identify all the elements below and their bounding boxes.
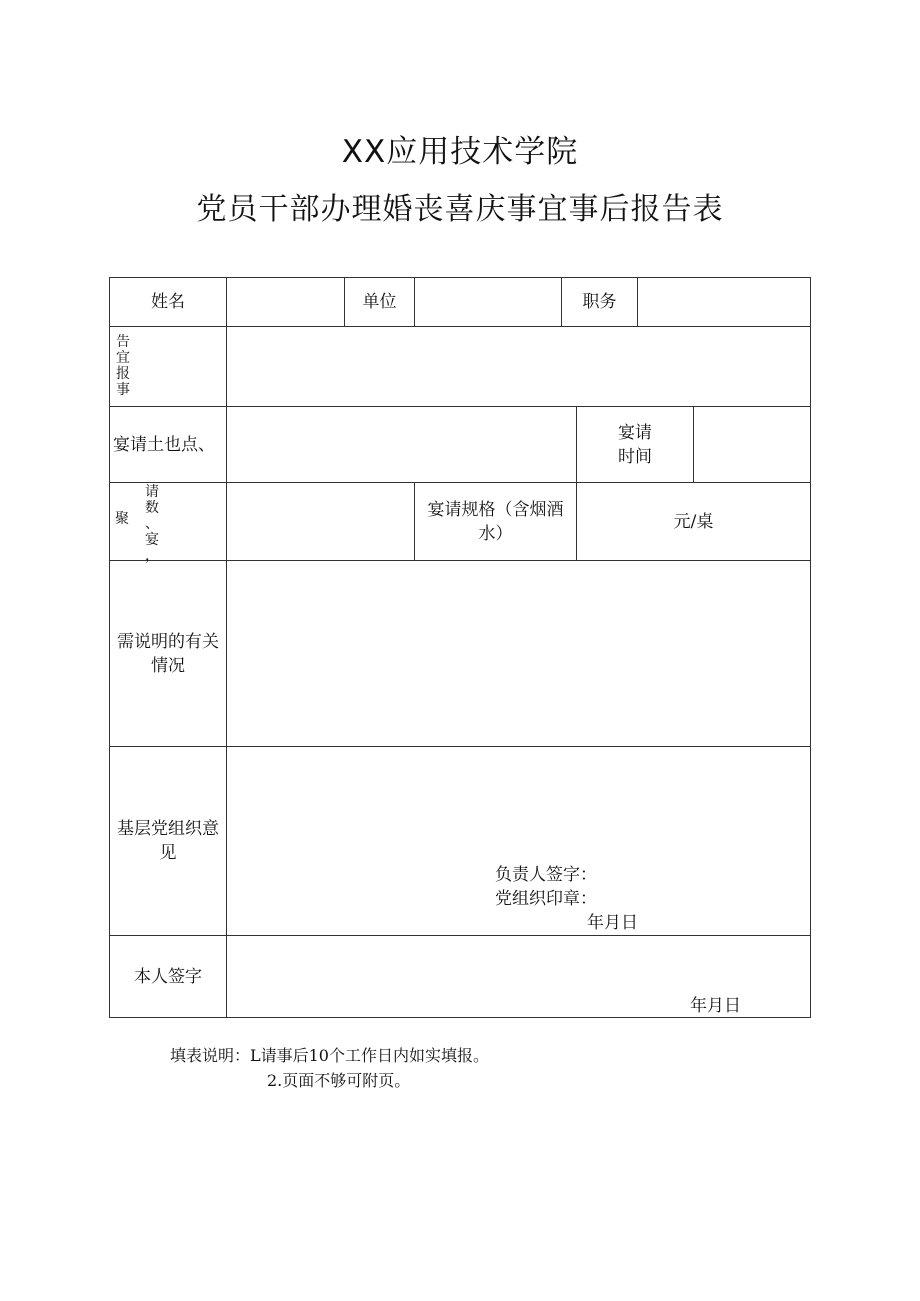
name-label: 姓名: [151, 292, 185, 312]
self-date-label: 年月日: [690, 996, 741, 1016]
party-opinion-label: 基层党组织意 见: [117, 819, 219, 863]
unit-field[interactable]: [415, 278, 561, 326]
name-field[interactable]: [227, 278, 344, 326]
notes-field[interactable]: [227, 561, 810, 746]
banquet-place-field[interactable]: [227, 407, 576, 482]
position-label: 职务: [582, 292, 617, 312]
document-title-form: 党员干部办理婚丧喜庆事宜事后报告表: [196, 192, 724, 227]
banquet-time-label: 宴请 时间: [618, 422, 652, 467]
banquet-time-field[interactable]: [694, 407, 810, 482]
unit-label: 单位: [362, 292, 397, 312]
report-matter-field[interactable]: [227, 327, 810, 406]
instructions-line-2: 2.页面不够可附页。: [267, 1071, 411, 1090]
banquet-count-label: 请 数 、 宴 ，: [145, 484, 159, 564]
instructions-line-1: 填表说明：L请事后10个工作日内如实填报。: [170, 1046, 489, 1065]
table-border-right: [810, 277, 811, 1018]
banquet-place-label: 宴请土也点、: [113, 434, 215, 455]
self-signature-label: 本人签字: [134, 966, 202, 987]
notes-label: 需说明的有关 情况: [117, 631, 219, 676]
position-field[interactable]: [638, 278, 810, 326]
per-table-unit-text: 元/桌: [673, 511, 714, 532]
report-matter-label: 告 宜 报 事: [116, 334, 130, 398]
banquet-count-field[interactable]: [227, 483, 414, 560]
party-seal-label: 党组织印章：: [495, 889, 597, 909]
document-title-school: XX应用技术学院: [341, 134, 579, 170]
per-table-unit-field[interactable]: [577, 483, 810, 560]
responsible-signature-label: 负责人签字：: [495, 865, 597, 885]
party-date-label: 年月日: [587, 913, 638, 933]
banquet-count-label-left: 聚: [115, 511, 129, 527]
banquet-spec-label: 宴请规格（含烟酒 水）: [427, 499, 564, 544]
